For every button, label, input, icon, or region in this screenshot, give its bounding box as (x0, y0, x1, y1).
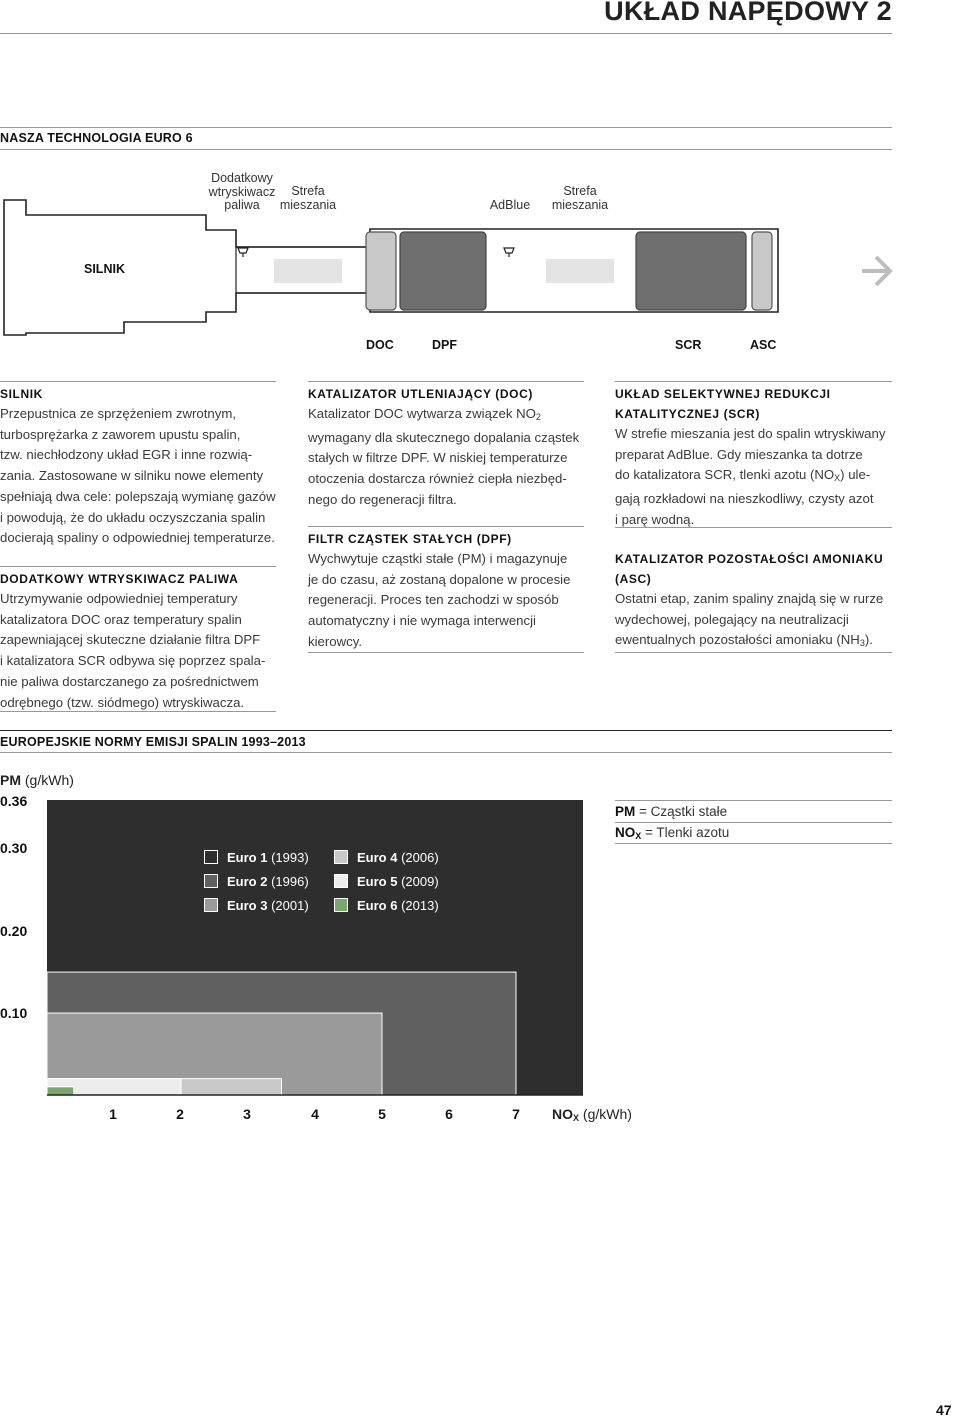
legend-item: Euro 6 (2013) (334, 898, 439, 913)
y-tick-label: 0.36 (0, 793, 28, 809)
header-rule (0, 33, 892, 34)
chart-legend (204, 850, 464, 930)
asc-block (752, 232, 772, 310)
doc-block (366, 232, 396, 310)
legend-swatch (334, 850, 348, 864)
label-dpf: DPF (432, 338, 457, 352)
label-asc: ASC (750, 338, 777, 352)
x-tick-label: 4 (311, 1106, 319, 1122)
heading-doc: KATALIZATOR UTLENIAJĄCY (DOC) (308, 387, 533, 401)
col2-rule-mid (308, 526, 584, 527)
legend-swatch (204, 850, 218, 864)
section2-title: EUROPEJSKIE NORMY EMISJI SPALIN 1993–2013 (0, 735, 306, 749)
legend-item: Euro 3 (2001) (204, 898, 309, 913)
mixing-zone-1 (274, 259, 342, 283)
page-title: UKŁAD NAPĘDOWY 2 (604, 0, 892, 26)
legend-swatch (334, 874, 348, 888)
label-mixing-zone-1: Strefa mieszania (279, 184, 337, 212)
mixing-zone-2 (546, 259, 614, 283)
heading-injector: DODATKOWY WTRYSKIWACZ PALIWA (0, 572, 239, 586)
section1-rule-top (0, 127, 892, 128)
x-tick-label: 1 (109, 1106, 117, 1122)
column-scr (615, 384, 897, 531)
chart-y-label: PM (g/kWh) (0, 772, 74, 788)
column-asc (615, 549, 897, 654)
legend-swatch (334, 898, 348, 912)
col2-rule-top (308, 381, 584, 382)
column-dpf (308, 529, 588, 653)
text-asc: Ostatni etap, zanim spaliny znajdą się w rurze wydechowej, polegający na neutralizacji ewentualnych pozostałości amoniaku (NH3). (615, 591, 884, 649)
emission-chart (0, 790, 620, 1100)
x-tick-label: 3 (243, 1106, 251, 1122)
col1-rule-top (0, 381, 276, 382)
heading-scr-line1: UKŁAD SELEKTYWNEJ REDUKCJI (615, 387, 831, 401)
heading-asc-line2: (ASC) (615, 572, 652, 586)
x-tick-label: 7 (512, 1106, 520, 1122)
col1-rule-mid (0, 566, 276, 567)
legend-swatch (204, 898, 218, 912)
col2-rule-bottom (308, 652, 584, 653)
section1-rule-bottom (0, 149, 892, 150)
column-injector (0, 569, 278, 713)
y-tick-label: 0.30 (0, 840, 28, 856)
legend-item: Euro 2 (1996) (204, 874, 309, 889)
section2-rule-bottom (0, 752, 892, 753)
scr-block (636, 232, 746, 310)
arrow-right-icon (862, 257, 890, 285)
legend-item: Euro 4 (2006) (334, 850, 439, 865)
y-tick-label: 0.20 (0, 923, 28, 939)
chart-x-label: NOX (g/kWh) (552, 1106, 632, 1123)
label-adblue: AdBlue (489, 198, 531, 212)
col3-rule-top (615, 381, 892, 382)
key-rule-bottom (615, 843, 892, 844)
emission-limit-area (47, 1087, 74, 1095)
section1-title: NASZA TECHNOLOGIA EURO 6 (0, 131, 193, 145)
dpf-block (400, 232, 486, 310)
label-extra-injector: Dodatkowy wtryskiwacz paliwa (208, 171, 276, 212)
heading-dpf: FILTR CZĄSTEK STAŁYCH (DPF) (308, 532, 512, 546)
key-rule-mid (615, 822, 892, 823)
x-tick-label: 6 (445, 1106, 453, 1122)
legend-item: Euro 5 (2009) (334, 874, 439, 889)
heading-scr-line2: KATALITYCZNEJ (SCR) (615, 407, 760, 421)
text-doc: Katalizator DOC wytwarza związek NO2 wymagany dla skutecznego dopalania cząstek stałych w filtrze DPF. W niskiej temperaturze otoczenia dostarcza również ciepła niezbęd- nego do regeneracji filtra. (308, 406, 580, 507)
col1-rule-bottom (0, 711, 276, 712)
label-scr: SCR (675, 338, 702, 352)
legend-item: Euro 1 (1993) (204, 850, 309, 865)
text-silnik: Przepustnica ze sprzężeniem zwrotnym, turbosprężarka z zaworem upustu spalin, tzw. niechłodzony układ EGR i inne rozwią- zania. Zastosowane w silniku nowe elementy spełniają dwa cele: polepszają wymianę gazów i powodują, że do układu oczyszczania spalin docierają spaliny o odpowiedniej temperaturze. (0, 406, 276, 546)
x-tick-label: 2 (176, 1106, 184, 1122)
text-injector: Utrzymywanie odpowiedniej temperatury katalizatora DOC oraz temperatury spalin zapewniającej skuteczne działanie filtra DPF i katalizatora SCR odbywa się poprzez spala- nie paliwa dostarczanego za pośrednictwem odrębnego (tzw. siódmego) wtryskiwacza. (0, 591, 266, 710)
label-doc: DOC (366, 338, 394, 352)
heading-silnik: SILNIK (0, 387, 43, 401)
column-doc (308, 384, 588, 511)
key-rule-top (615, 800, 892, 801)
col3-rule-bottom (615, 652, 892, 653)
heading-asc-line1: KATALIZATOR POZOSTAŁOŚCI AMONIAKU (615, 552, 884, 566)
key-nox: NOX = Tlenki azotu (615, 825, 730, 841)
label-engine: SILNIK (84, 262, 125, 276)
x-tick-label: 5 (378, 1106, 386, 1122)
column-silnik (0, 384, 278, 549)
text-scr: W strefie mieszania jest do spalin wtryskiwany preparat AdBlue. Gdy mieszanka ta dotrze do katalizatora SCR, tlenki azotu (NOX) ule- gają rozkładowi na nieszkodliwy, czysty azot i parę wodną. (615, 426, 886, 527)
text-dpf: Wychwytuje cząstki stałe (PM) i magazynuje je do czasu, aż zostaną dopalone w procesie regeneracji. Proces ten zachodzi w sposób automatyczny i nie wymaga interwencji kierowcy. (308, 551, 571, 649)
legend-swatch (204, 874, 218, 888)
y-tick-label: 0.10 (0, 1005, 28, 1021)
section2-rule-top (0, 730, 892, 731)
col3-rule-mid (615, 527, 892, 528)
key-pm: PM = Cząstki stałe (615, 804, 728, 819)
label-mixing-zone-2: Strefa mieszania (551, 184, 609, 212)
page-number: 47 (936, 1402, 952, 1418)
exhaust-system-diagram (0, 195, 900, 340)
